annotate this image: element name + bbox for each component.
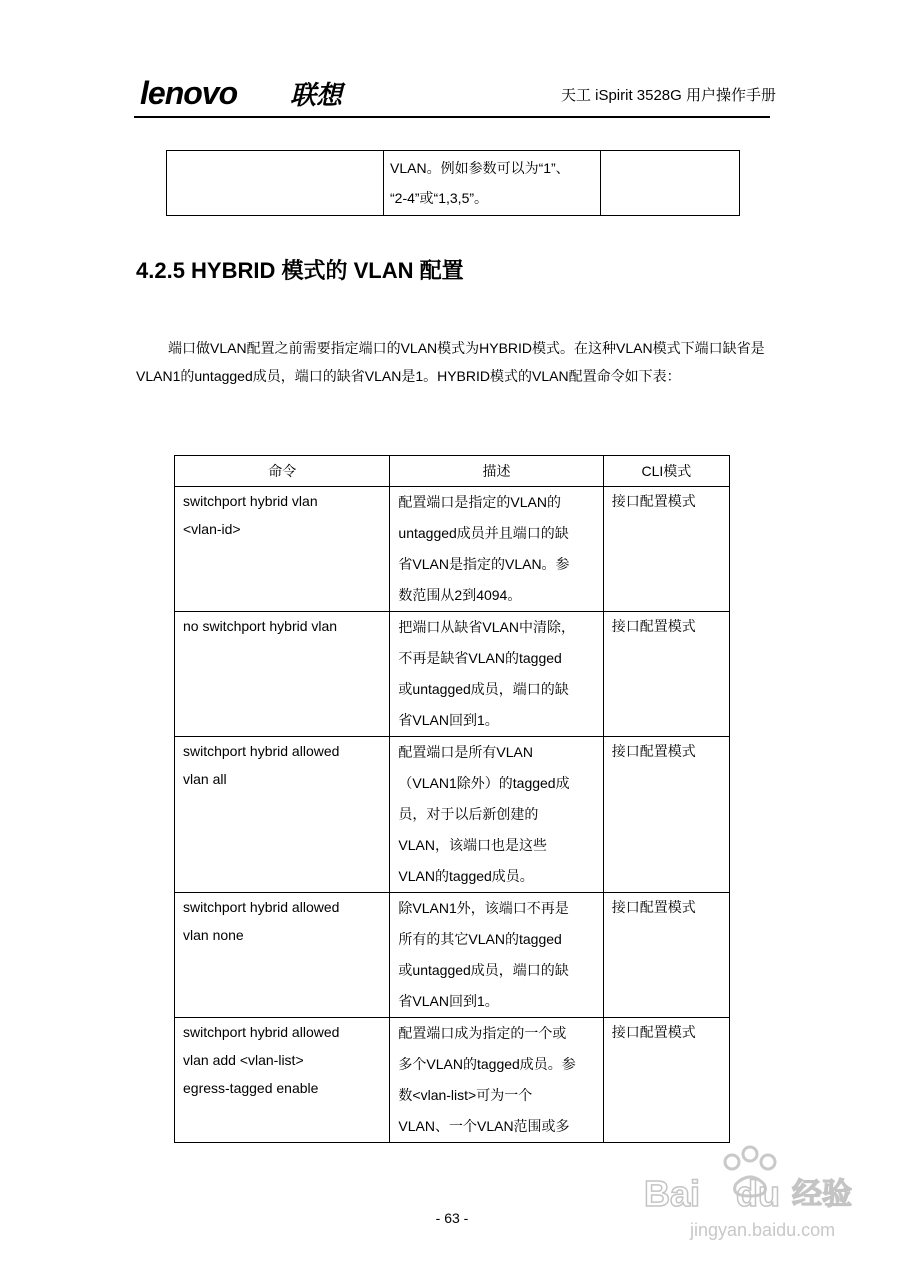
- command-cell: [167, 151, 384, 216]
- page-number: - 63 -: [435, 1210, 469, 1226]
- header-divider: [134, 116, 770, 118]
- mode-cell: 接口配置模式: [603, 893, 729, 1018]
- intro-paragraph: 端口做VLAN配置之前需要指定端口的VLAN模式为HYBRID模式。在这种VLAN模式下端口缺省是VLAN1的untagged成员，端口的缺省VLAN是1。HYBRID模式的VLAN配置命令如下表：: [136, 340, 765, 384]
- mode-cell: 接口配置模式: [603, 487, 729, 612]
- command-cell: switchport hybrid vlan <vlan-id>: [175, 487, 390, 612]
- section-heading: 4.2.5 HYBRID 模式的 VLAN 配置: [136, 258, 464, 283]
- mode-cell: 接口配置模式: [603, 737, 729, 893]
- lenovo-logo: [140, 76, 360, 110]
- baidu-jingyan-watermark: [640, 1140, 870, 1250]
- column-header-cli-mode: CLI模式: [603, 456, 729, 487]
- command-cell: no switchport hybrid vlan: [175, 612, 390, 737]
- description-cell: 配置端口是所有VLAN （VLAN1除外）的tagged成 员，对于以后新创建的 VLAN，该端口也是这些 VLAN的tagged成员。: [390, 737, 603, 893]
- description-cell: 配置端口是指定的VLAN的 untagged成员并且端口的缺 省VLAN是指定的VLAN。参 数范围从2到4094。: [390, 487, 603, 612]
- continued-table: [166, 150, 740, 216]
- svg-text:经验: 经验: [792, 1177, 852, 1212]
- hybrid-vlan-command-table: [174, 455, 730, 1143]
- command-cell: switchport hybrid allowed vlan all: [175, 737, 390, 893]
- description-cell: 把端口从缺省VLAN中清除， 不再是缺省VLAN的tagged 或untagged成员，端口的缺 省VLAN回到1。: [390, 612, 603, 737]
- table-row: [175, 893, 730, 1018]
- manual-title: 天工 iSpirit 3528G 用户操作手册: [560, 87, 776, 104]
- svg-text:du: du: [736, 1173, 780, 1214]
- svg-text:jingyan.baidu.com: jingyan.baidu.com: [690, 1220, 836, 1240]
- mode-cell: [601, 151, 740, 216]
- svg-text:Bai: Bai: [644, 1173, 701, 1214]
- column-header-description: 描述: [390, 456, 603, 487]
- table-header-row: [175, 456, 730, 487]
- svg-text:联想: 联想: [290, 81, 343, 110]
- command-cell: switchport hybrid allowed vlan none: [175, 893, 390, 1018]
- table-row: [175, 1018, 730, 1143]
- column-header-command: 命令: [175, 456, 390, 487]
- description-cell: 除VLAN1外，该端口不再是 所有的其它VLAN的tagged 或untagged成员，端口的缺 省VLAN回到1。: [390, 893, 603, 1018]
- table-row: [167, 151, 740, 216]
- command-cell: switchport hybrid allowed vlan add <vlan-list> egress-tagged enable: [175, 1018, 390, 1143]
- table-row: [175, 737, 730, 893]
- description-cell: 配置端口成为指定的一个或 多个VLAN的tagged成员。参 数<vlan-list>可为一个 VLAN、一个VLAN范围或多: [390, 1018, 603, 1143]
- svg-text:lenovo: lenovo: [140, 76, 238, 110]
- mode-cell: 接口配置模式: [603, 1018, 729, 1143]
- mode-cell: 接口配置模式: [603, 612, 729, 737]
- table-row: [175, 487, 730, 612]
- description-cell: VLAN。例如参数可以为“1”、 “2-4”或“1,3,5”。: [384, 151, 601, 216]
- table-row: [175, 612, 730, 737]
